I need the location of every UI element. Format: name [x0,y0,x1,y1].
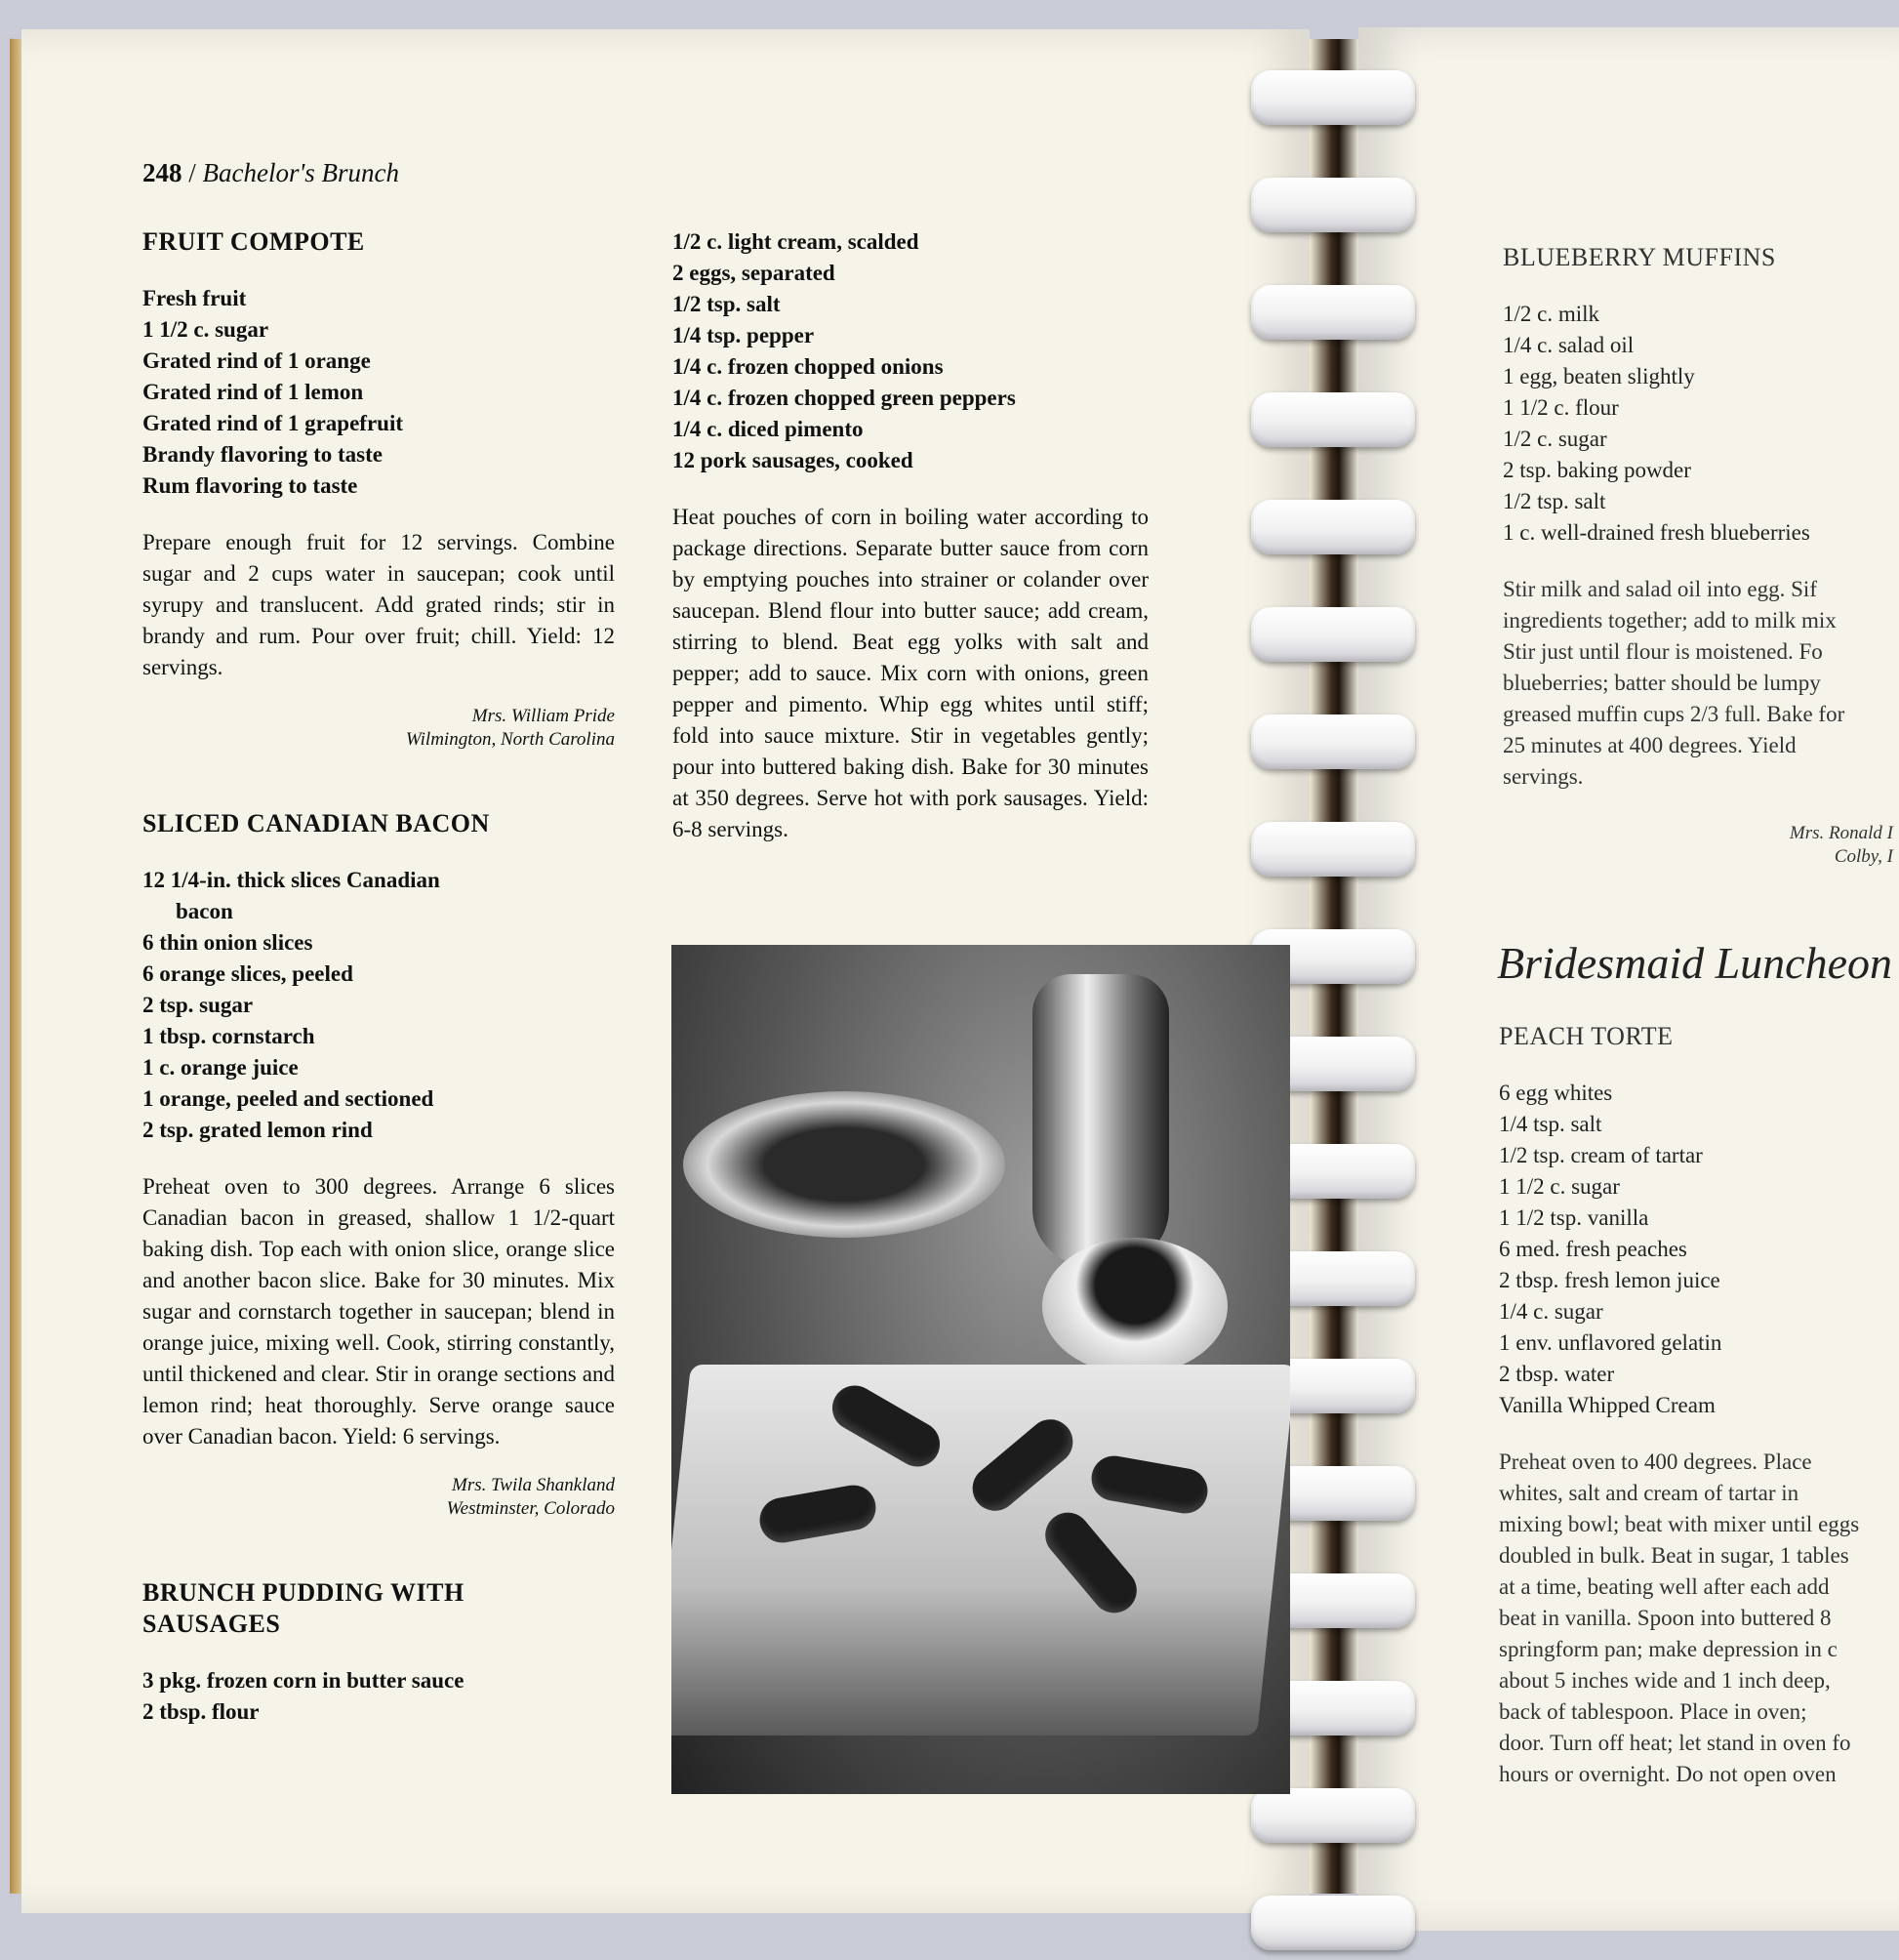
ingredient-list [1499,1078,1899,1421]
direction-line: at a time, beating well after each add [1499,1574,1830,1599]
ingredient: 6 med. fresh peaches [1499,1237,1687,1261]
page-header [142,158,399,188]
ingredient: 1/4 tsp. salt [1499,1112,1602,1136]
credit-name: Mrs. Ronald I [1789,823,1893,843]
binding-coil [1251,178,1415,232]
ingredient: 2 tbsp. flour [142,1699,260,1724]
direction-line: whites, salt and cream of tartar in [1499,1481,1799,1505]
coffee-cup-image [1042,1238,1228,1374]
section-name: Bachelor's Brunch [202,158,400,187]
direction-line: greased muffin cups 2/3 full. Bake for [1503,702,1845,726]
recipe-title-canadian-bacon: SLICED CANADIAN BACON [142,809,490,837]
recipe-credit [1503,822,1899,869]
ingredient: 2 tsp. baking powder [1503,458,1691,482]
middle-column [672,226,1149,867]
credit-name: Mrs. Twila Shankland [452,1475,615,1495]
title-line: SAUSAGES [142,1610,281,1638]
peach-torte-column [1499,1021,1899,1812]
direction-line: back of tablespoon. Place in oven; [1499,1699,1807,1724]
ingredient-list [142,1665,615,1728]
direction-line: about 5 inches wide and 1 inch deep, [1499,1668,1831,1693]
ingredient: Grated rind of 1 orange [142,348,371,373]
ingredient: 1 c. well-drained fresh blueberries [1503,520,1810,545]
credit-name: Mrs. William Pride [471,706,615,726]
ingredient-list [1503,299,1899,549]
credit-place: Westminster, Colorado [446,1498,615,1519]
direction-line: hours or overnight. Do not open oven [1499,1762,1837,1786]
direction-line: mixing bowl; beat with mixer until eggs [1499,1512,1860,1536]
binding-coil [1251,500,1415,554]
coffee-pot-image [1032,974,1169,1267]
ingredient: 1/2 tsp. salt [672,292,781,316]
ingredient: Rum flavoring to taste [142,473,358,498]
binding-coil [1251,822,1415,877]
ingredient: Fresh fruit [142,286,247,310]
ingredient: 1 env. unflavored gelatin [1499,1330,1722,1355]
brunch-photo [671,945,1290,1794]
ingredient: 3 pkg. frozen corn in butter sauce [142,1668,465,1693]
ingredient: 2 eggs, separated [672,261,835,285]
binding-coil [1251,715,1415,769]
recipe-directions: Prepare enough fruit for 12 servings. Combine sugar and 2 cups water in saucepan; cook until syrupy and translucent. Add grated rinds; stir in brandy and rum. Pour over fruit; chill. Yield: 12 servings. [142,530,615,679]
ingredient: Vanilla Whipped Cream [1499,1393,1716,1417]
ingredient: 6 egg whites [1499,1081,1613,1105]
binding-coil [1251,70,1415,125]
recipe-title-fruit-compote: FRUIT COMPOTE [142,227,365,256]
right-column [1503,242,1899,925]
direction-line: beat in vanilla. Spoon into buttered 8 [1499,1606,1832,1630]
ingredient: 1 1/2 c. sugar [142,317,269,342]
recipe-title-peach-torte: PEACH TORTE [1499,1022,1674,1050]
ingredient: 1/2 tsp. salt [1503,489,1606,513]
ingredient: 1/4 c. frozen chopped onions [672,354,944,379]
ingredient: Grated rind of 1 lemon [142,380,364,404]
ingredient: 6 thin onion slices [142,930,313,955]
ingredient: 1 orange, peeled and sectioned [142,1086,434,1111]
ingredient: 2 tbsp. water [1499,1362,1615,1386]
ingredient: Brandy flavoring to taste [142,442,383,467]
ingredient: 2 tsp. sugar [142,993,254,1017]
credit-place: Colby, I [1834,846,1893,867]
ingredient: 1 1/2 tsp. vanilla [1499,1205,1649,1230]
recipe-title-blueberry-muffins: BLUEBERRY MUFFINS [1503,243,1776,271]
recipe-credit [142,705,615,752]
ingredient [142,865,615,927]
title-line: BRUNCH PUDDING WITH [142,1578,465,1607]
recipe-directions [1503,574,1899,793]
binding-coil [1251,607,1415,662]
direction-line: Stir just until flour is moistened. Fo [1503,639,1823,664]
ingredient: 1 c. orange juice [142,1055,299,1080]
direction-line: Preheat oven to 400 degrees. Place [1499,1450,1812,1474]
ingredient: 1 tbsp. cornstarch [142,1024,315,1048]
coffee-cake-image [683,1091,1005,1238]
left-column [142,226,615,1753]
ingredient: 1/4 c. salad oil [1503,333,1635,357]
ingredient: 1/2 c. light cream, scalded [672,229,919,254]
ingredient-continuation: bacon [176,899,233,923]
ingredient-list [672,226,1149,476]
casserole-dish-image [671,1365,1290,1735]
binding-coil [1251,1788,1415,1843]
direction-line: springform pan; make depression in c [1499,1637,1838,1661]
direction-line: doubled in bulk. Beat in sugar, 1 tables [1499,1543,1849,1568]
ingredient-list [142,865,615,1146]
page-number: 248 [142,158,182,187]
ingredient: 2 tbsp. fresh lemon juice [1499,1268,1720,1292]
ingredient: 6 orange slices, peeled [142,961,353,986]
ingredient: 2 tsp. grated lemon rind [142,1118,373,1142]
ingredient: 1/4 c. diced pimento [672,417,864,441]
recipe-directions: Preheat oven to 300 degrees. Arrange 6 slices Canadian bacon in greased, shallow 1 1/2-quart baking dish. Top each with onion slice, orange slice and another bacon slice. Bake for 30 minutes. Mix sugar and cornstarch together in saucepan; blend in orange juice, mixing well. Cook, stirring constantly, until thickened and clear. Stir in orange sections and lemon rind; heat thoroughly. Serve orange sauce over Canadian bacon. Yield: 6 servings. [142,1174,615,1449]
direction-line: servings. [1503,764,1584,789]
ingredient: 1 1/2 c. flour [1503,395,1619,420]
ingredient: 1/2 c. milk [1503,302,1600,326]
ingredient-text: 12 1/4-in. thick slices Canadian [142,868,440,892]
binding-coil [1251,285,1415,340]
ingredient: 1/4 c. frozen chopped green peppers [672,386,1016,410]
direction-line: Stir milk and salad oil into egg. Sif [1503,577,1817,601]
ingredient: 12 pork sausages, cooked [672,448,913,472]
ingredient: 1/4 c. sugar [1499,1299,1603,1324]
recipe-directions [1499,1447,1899,1790]
ingredient: 1 1/2 c. sugar [1499,1174,1620,1199]
recipe-directions: Heat pouches of corn in boiling water according to package directions. Separate butter sauce from corn by emptying pouches into strainer or colander over saucepan. Blend flour into butter sauce; add cream, stirring to blend. Beat egg yolks with salt and pepper; add to sauce. Mix corn with onions, green pepper and pimento. Whip egg whites until stiff; fold into sauce mixture. Stir in vegetables gently; pour into buttered baking dish. Bake for 30 minutes at 350 degrees. Serve hot with pork sausages. Yield: 6-8 servings. [672,505,1149,841]
recipe-title-brunch-pudding [142,1577,615,1640]
binding-coil [1251,1896,1415,1950]
direction-line: blueberries; batter should be lumpy [1503,671,1821,695]
ingredient: 1/2 tsp. cream of tartar [1499,1143,1703,1167]
direction-line: ingredients together; add to milk mix [1503,608,1837,633]
ingredient: 1 egg, beaten slightly [1503,364,1695,388]
credit-place: Wilmington, North Carolina [405,729,615,750]
header-separator: / [188,158,196,187]
ingredient: 1/4 tsp. pepper [672,323,815,347]
section-title-bridesmaid-luncheon: Bridesmaid Luncheon [1497,938,1893,988]
direction-line: 25 minutes at 400 degrees. Yield [1503,733,1797,757]
ingredient: 1/2 c. sugar [1503,427,1607,451]
binding-coil [1251,392,1415,447]
recipe-credit [142,1474,615,1521]
ingredient: Grated rind of 1 grapefruit [142,411,404,435]
direction-line: door. Turn off heat; let stand in oven fo [1499,1731,1851,1755]
ingredient-list [142,283,615,502]
